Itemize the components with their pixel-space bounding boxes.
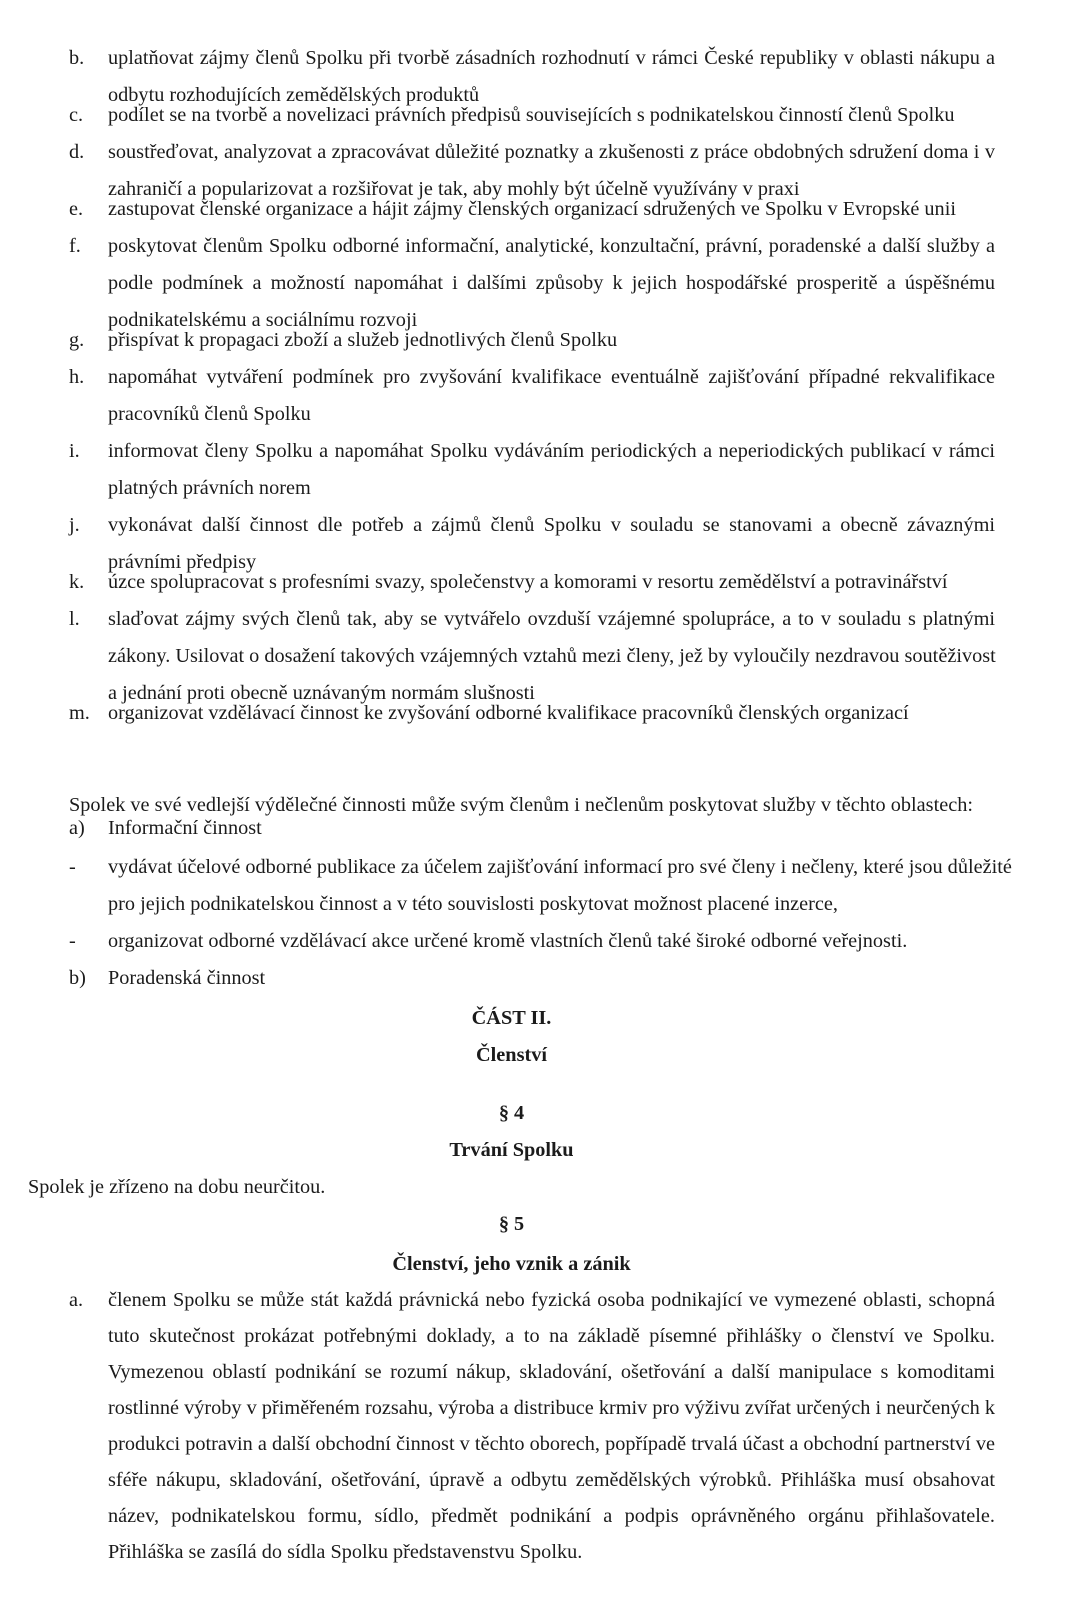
item-label: b) xyxy=(69,967,86,989)
part-ii-heading: ČÁST II. xyxy=(471,1007,552,1029)
list-item-g xyxy=(69,322,995,359)
section-4-title: Trvání Spolku xyxy=(449,1139,574,1161)
list-item-a-paren xyxy=(69,810,995,847)
section-5-number: § 5 xyxy=(498,1213,525,1235)
item-text: vydávat účelové odborné publikace za účelem zajišťování informací pro své členy i nečleny, které jsou důležité pro jejich podnikatelskou činnost a v této souvislosti poskytovat možnost placené inzerce, xyxy=(108,856,1012,915)
dash-marker: - xyxy=(69,930,76,952)
item-text: napomáhat vytváření podmínek pro zvyšování kvalifikace eventuálně zajišťování případné rekvalifikace pracovníků členů Spolku xyxy=(108,366,995,425)
item-text: Poradenská činnost xyxy=(108,967,266,989)
list-item-e xyxy=(69,191,995,228)
list-item-dash-2 xyxy=(69,923,995,960)
list-item-m xyxy=(69,695,995,732)
item-label: a. xyxy=(69,1289,84,1311)
list-item-h xyxy=(69,359,995,433)
item-label: c. xyxy=(69,104,84,126)
item-text: slaďovat zájmy svých členů tak, aby se vytvářelo ovzduší vzájemné spolupráce, a to v souladu s platnými zákony. Usilovat o dosažení takových vzájemných vztahů mezi členy, jež by vyloučily nezdravou soutěživost a jednání proti obecně uznávaným normám slušnosti xyxy=(108,608,996,704)
item-text: uplatňovat zájmy členů Spolku při tvorbě zásadních rozhodnutí v rámci České republiky v oblasti nákupu a odbytu rozhodujících zemědělských produktů xyxy=(108,47,995,106)
list-item-k xyxy=(69,564,995,601)
item-label: j. xyxy=(69,514,80,536)
item-label: f. xyxy=(69,235,81,257)
main-activities-list xyxy=(69,40,995,732)
item-label: m. xyxy=(69,702,90,724)
secondary-activities-list xyxy=(69,810,1012,997)
item-text: organizovat odborné vzdělávací akce určené kromě vlastních členů také široké odborné veřejnosti. xyxy=(108,930,908,952)
item-label: h. xyxy=(69,366,85,388)
item-label: i. xyxy=(69,440,80,462)
section-5-title: Členství, jeho vznik a zánik xyxy=(392,1253,631,1275)
item-text: podílet se na tvorbě a novelizaci právních předpisů souvisejících s podnikatelskou činností členů Spolku xyxy=(108,104,955,126)
secondary-activities-intro: Spolek ve své vedlejší výdělečné činnosti může svým členům i nečlenům poskytovat služby v těchto oblastech: xyxy=(69,794,973,816)
item-label: l. xyxy=(69,608,80,630)
duration-paragraph: Spolek je zřízeno na dobu neurčitou. xyxy=(28,1176,326,1198)
item-label: k. xyxy=(69,571,85,593)
list-item-dash-1 xyxy=(69,849,1012,923)
list-item-a xyxy=(69,1282,995,1570)
item-text: členem Spolku se může stát každá právnická nebo fyzická osoba podnikající ve vymezené oblasti, schopná tuto skutečnost prokázat potřebnými doklady, a to na základě písemné přihlášky o členství ve Spolku. Vymezenou oblastí podnikání se rozumí nákup, skladování, ošetřování a další manipulace s komoditami rostlinné výroby v přiměřeném rozsahu, výroba a distribuce krmiv pro výživu zvířat určených i neurčených k produkci potravin a další obchodní činnost v těchto oborech, popřípadě trvalá účast a obchodní partnerství ve sféře nákupu, skladování, ošetřování, úpravě a odbytu zemědělských výrobků. Přihláška musí obsahovat název, podnikatelskou formu, sídlo, předmět podnikání a podpis oprávněného orgánu přihlašovatele. Přihláška se zasílá do sídla Spolku představenstvu Spolku. xyxy=(108,1289,995,1563)
item-text: úzce spolupracovat s profesními svazy, společenstvy a komorami v resortu zemědělství a potravinářství xyxy=(108,571,948,593)
dash-marker: - xyxy=(69,856,76,878)
item-label: d. xyxy=(69,141,85,163)
list-item-i xyxy=(69,433,995,507)
membership-list xyxy=(69,1282,995,1570)
item-text: Informační činnost xyxy=(108,817,262,839)
item-text: soustřeďovat, analyzovat a zpracovávat důležité poznatky a zkušenosti z práce obdobných sdružení doma i v zahraničí a popularizovat a rozšiřovat je tak, aby mohly být účelně využívány v praxi xyxy=(108,141,995,200)
list-item-c xyxy=(69,97,995,134)
item-text: zastupovat členské organizace a hájit zájmy členských organizací sdružených ve Spolku v Evropské unii xyxy=(108,198,956,220)
item-text: informovat členy Spolku a napomáhat Spolku vydáváním periodických a neperiodických publikací v rámci platných právních norem xyxy=(108,440,995,499)
list-item-b-paren xyxy=(69,960,995,997)
item-text: vykonávat další činnost dle potřeb a zájmů členů Spolku v souladu se stanovami a obecně závaznými právními předpisy xyxy=(108,514,995,573)
item-label: e. xyxy=(69,198,84,220)
item-text: přispívat k propagaci zboží a služeb jednotlivých členů Spolku xyxy=(108,329,618,351)
section-4-number: § 4 xyxy=(498,1102,525,1124)
item-text: poskytovat členům Spolku odborné informační, analytické, konzultační, právní, poradenské a další služby a podle podmínek a možností napomáhat i dalšími způsoby k jejich hospodářské prosperitě a úspěšnému podnikatelskému a sociálnímu rozvoji xyxy=(108,235,995,331)
item-label: a) xyxy=(69,817,85,839)
item-label: b. xyxy=(69,47,85,69)
item-text: organizovat vzdělávací činnost ke zvyšování odborné kvalifikace pracovníků členských organizací xyxy=(108,702,909,724)
membership-heading: Členství xyxy=(476,1044,547,1066)
item-label: g. xyxy=(69,329,85,351)
